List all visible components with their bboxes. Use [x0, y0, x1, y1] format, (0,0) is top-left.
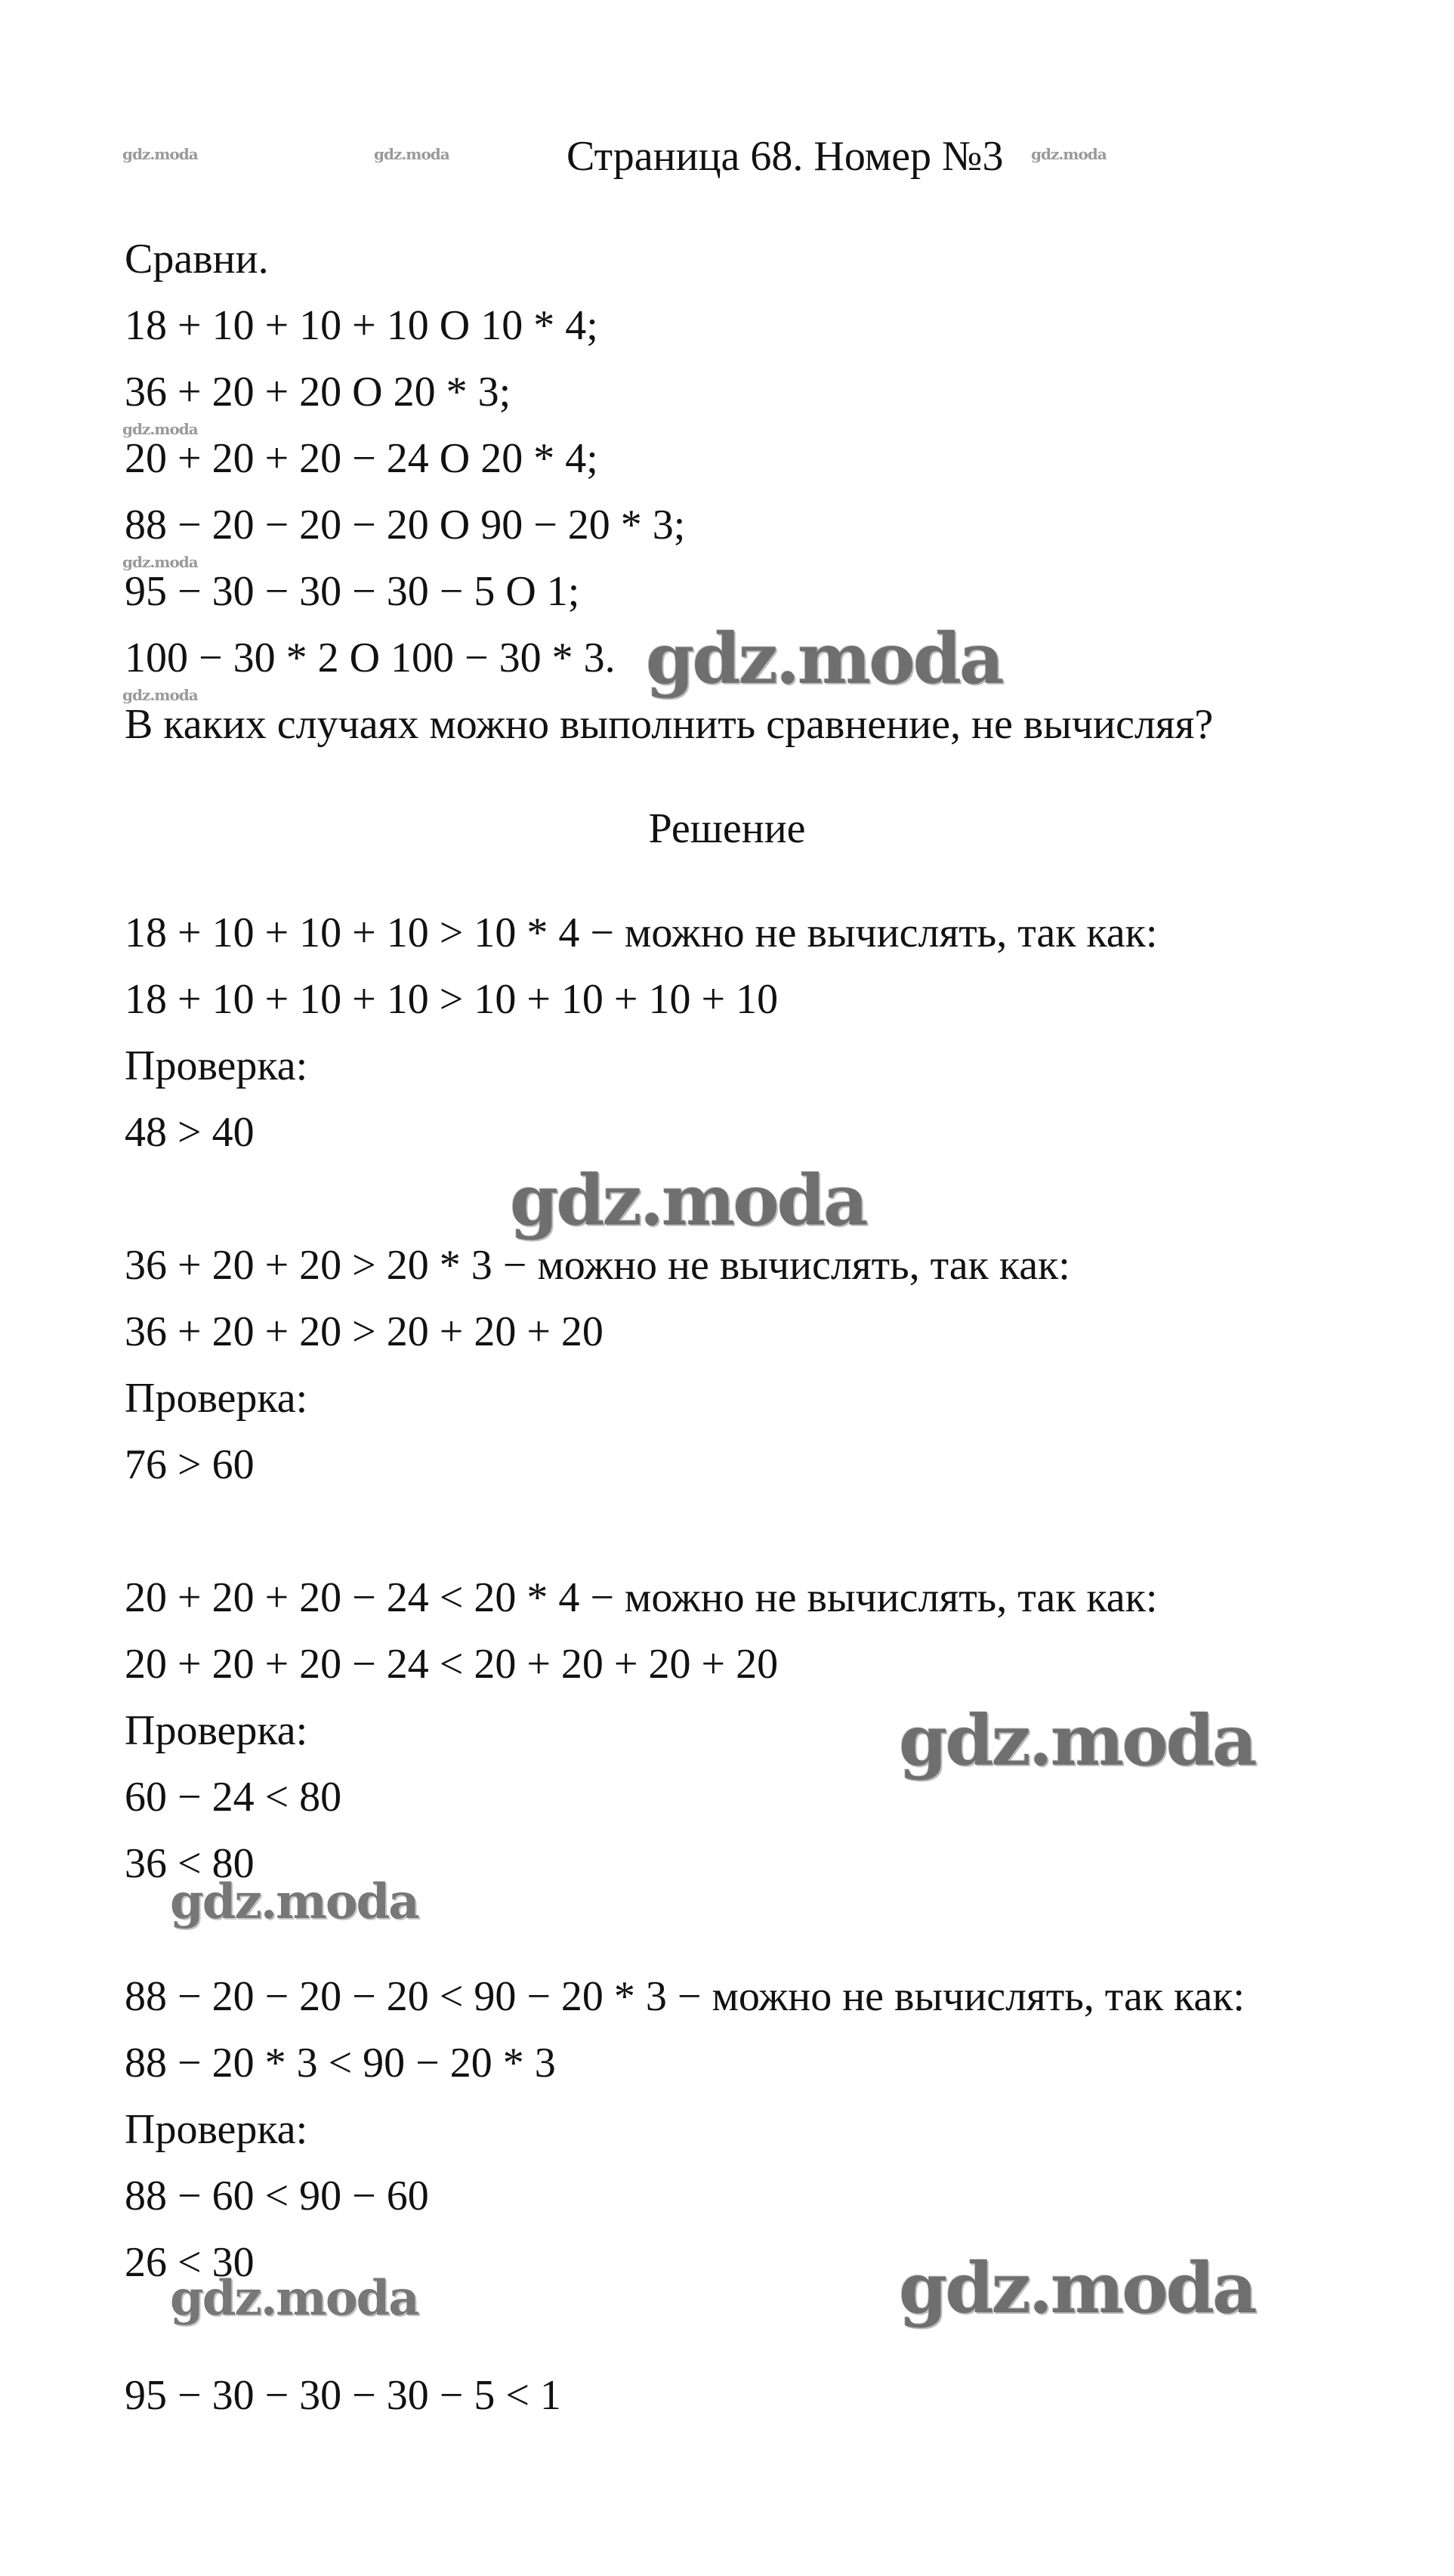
task-expression: 18 + 10 + 10 + 10 О 10 * 4;	[125, 302, 598, 349]
check-result: 60 − 24 < 80	[125, 1774, 342, 1821]
solution-statement: 18 + 10 + 10 + 10 > 10 * 4 − можно не вычислять, так как:	[125, 910, 1158, 956]
task-expression: 88 − 20 − 20 − 20 О 90 − 20 * 3;	[125, 502, 686, 548]
task-expression: 20 + 20 + 20 − 24 О 20 * 4;	[125, 435, 598, 482]
watermark: gdz.moda	[122, 553, 198, 571]
solution-reason: 36 + 20 + 20 > 20 + 20 + 20	[125, 1308, 604, 1355]
check-label: Проверка:	[125, 1375, 308, 1422]
watermark: gdz.moda	[374, 145, 449, 163]
check-result: 36 < 80	[125, 1840, 255, 1887]
watermark: gdz.moda	[170, 1873, 418, 1930]
watermark: gdz.moda	[899, 1700, 1255, 1781]
solution-reason: 18 + 10 + 10 + 10 > 10 + 10 + 10 + 10	[125, 976, 779, 1023]
task-expression: 100 − 30 * 2 О 100 − 30 * 3.	[125, 635, 616, 681]
check-label: Проверка:	[125, 2106, 308, 2153]
task-intro: Сравни.	[125, 236, 269, 283]
solution-statement: 88 − 20 − 20 − 20 < 90 − 20 * 3 − можно не вычислять, так как:	[125, 1973, 1245, 2020]
check-label: Проверка:	[125, 1042, 308, 1089]
watermark: gdz.moda	[170, 2270, 418, 2327]
watermark: gdz.moda	[646, 618, 1002, 700]
check-result: 26 < 30	[125, 2239, 255, 2286]
task-question: В каких случаях можно выполнить сравнение, не вычисляя?	[125, 701, 1214, 748]
solution-statement: 36 + 20 + 20 > 20 * 3 − можно не вычислять, так как:	[125, 1242, 1070, 1289]
watermark: gdz.moda	[1031, 145, 1107, 163]
task-expression: 36 + 20 + 20 О 20 * 3;	[125, 369, 511, 415]
solution-statement: 20 + 20 + 20 − 24 < 20 * 4 − можно не вычислять, так как:	[125, 1574, 1158, 1621]
watermark: gdz.moda	[510, 1160, 866, 1241]
watermark: gdz.moda	[122, 145, 198, 163]
watermark: gdz.moda	[122, 420, 198, 438]
solution-reason: 88 − 20 * 3 < 90 − 20 * 3	[125, 2040, 556, 2086]
check-result: 88 − 60 < 90 − 60	[125, 2173, 429, 2219]
watermark: gdz.moda	[899, 2247, 1255, 2329]
check-label: Проверка:	[125, 1707, 308, 1754]
watermark: gdz.moda	[122, 686, 198, 704]
page-title: Страница 68. Номер №3	[566, 133, 1004, 180]
solution-heading: Решение	[648, 805, 806, 852]
check-result: 76 > 60	[125, 1441, 255, 1488]
check-result: 48 > 40	[125, 1109, 255, 1156]
solution-reason: 20 + 20 + 20 − 24 < 20 + 20 + 20 + 20	[125, 1641, 779, 1688]
task-expression: 95 − 30 − 30 − 30 − 5 О 1;	[125, 568, 580, 615]
solution-statement: 95 − 30 − 30 − 30 − 5 < 1	[125, 2372, 561, 2419]
